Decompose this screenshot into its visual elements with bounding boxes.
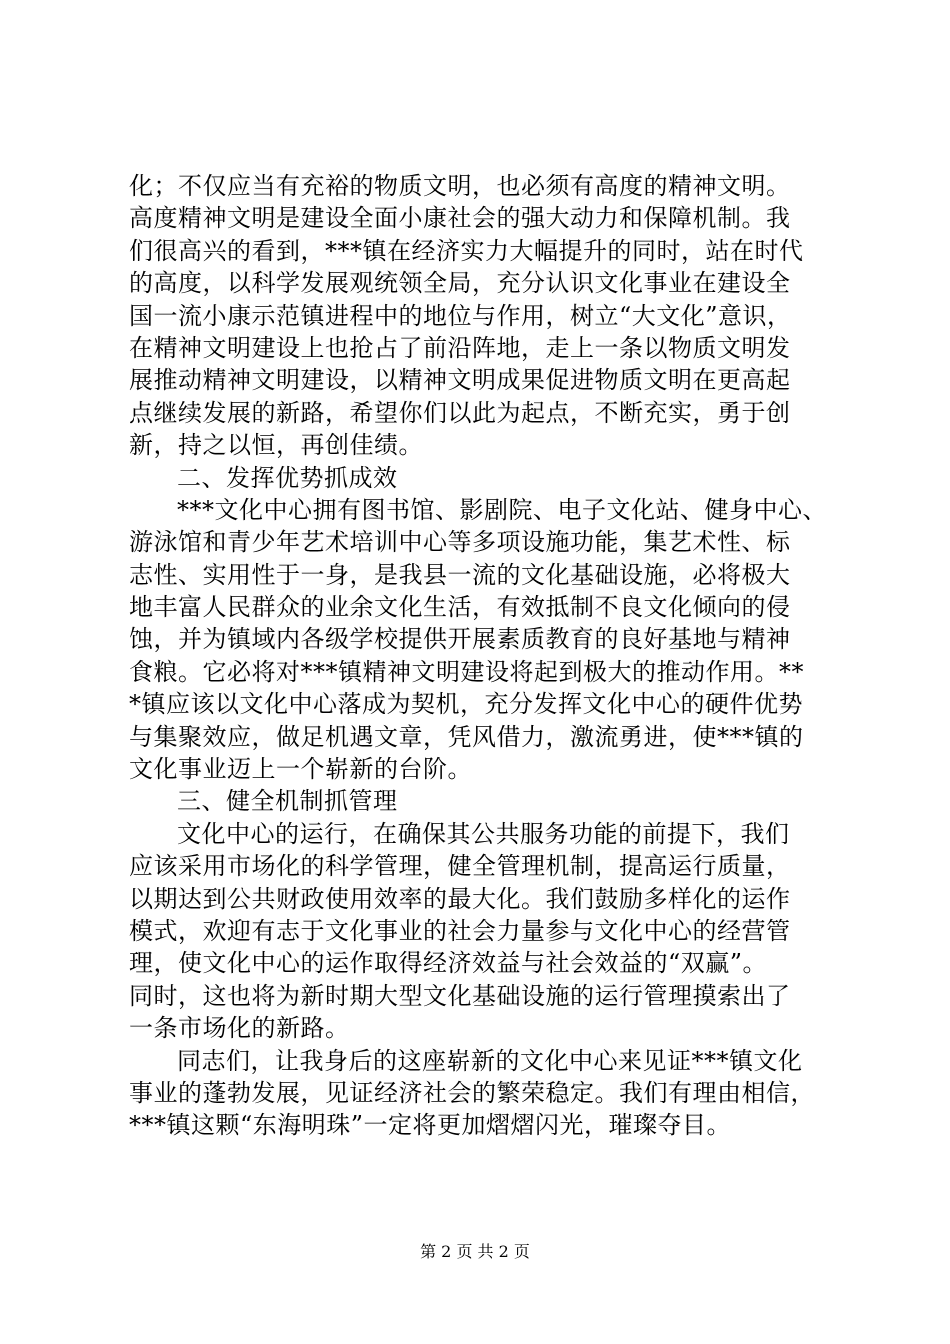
text-line: 展推动精神文明建设，以精神文明成果促进物质文明在更高起 <box>129 366 791 395</box>
text-line: 模式，欢迎有志于文化事业的社会力量参与文化中心的经营管 <box>129 916 791 945</box>
body-text <box>129 170 849 1142</box>
text-line: 同志们，让我身后的这座崭新的文化中心来见证***镇文化 <box>177 1046 803 1075</box>
text-line: 文化中心的运行，在确保其公共服务功能的前提下，我们 <box>177 819 790 848</box>
text-line: *镇应该以文化中心落成为契机，充分发挥文化中心的硬件优势 <box>129 690 803 719</box>
text-line: 文化事业迈上一个崭新的台阶。 <box>129 755 472 784</box>
text-line: 理，使文化中心的运作取得经济效益与社会效益的“双赢”。 <box>129 949 768 978</box>
text-line: 同时，这也将为新时期大型文化基础设施的运行管理摸索出了 <box>129 981 791 1010</box>
text-line: 游泳馆和青少年艺术培训中心等多项设施功能，集艺术性、标 <box>129 528 791 557</box>
text-line: 二、发挥优势抓成效 <box>177 463 398 492</box>
text-line: 新，持之以恒，再创佳绩。 <box>129 431 423 460</box>
text-line: 在精神文明建设上也抢占了前沿阵地，走上一条以物质文明发 <box>129 333 791 362</box>
text-line: 事业的蓬勃发展，见证经济社会的繁荣稳定。我们有理由相信， <box>129 1078 815 1107</box>
text-line: 应该采用市场化的科学管理，健全管理机制，提高运行质量， <box>129 852 791 881</box>
text-line: 化；不仅应当有充裕的物质文明，也必须有高度的精神文明。 <box>129 172 791 200</box>
text-line: 们很高兴的看到，***镇在经济实力大幅提升的同时，站在时代 <box>129 236 804 265</box>
text-line: 食粮。它必将对***镇精神文明建设将起到极大的推动作用。** <box>129 657 804 686</box>
text-line: 高度精神文明是建设全面小康社会的强大动力和保障机制。我 <box>129 204 791 233</box>
text-line: 国一流小康示范镇进程中的地位与作用，树立“大文化”意识， <box>129 301 792 330</box>
text-line: 志性、实用性于一身，是我县一流的文化基础设施，必将极大 <box>129 560 791 589</box>
text-line: 蚀，并为镇域内各级学校提供开展素质教育的良好基地与精神 <box>129 625 791 654</box>
page-footer: 第 2 页 共 2 页 <box>420 1242 530 1261</box>
text-line: 三、健全机制抓管理 <box>177 787 398 816</box>
text-line: 的高度，以科学发展观统领全局，充分认识文化事业在建设全 <box>129 269 791 298</box>
text-line: 地丰富人民群众的业余文化生活，有效抵制不良文化倾向的侵 <box>129 593 791 622</box>
text-line: 与集聚效应，做足机遇文章，凭风借力，激流勇进，使***镇的 <box>129 722 804 751</box>
text-line: 点继续发展的新路，希望你们以此为起点，不断充实，勇于创 <box>129 398 791 427</box>
text-line: 以期达到公共财政使用效率的最大化。我们鼓励多样化的运作 <box>129 884 791 913</box>
text-line: ***镇这颗“东海明珠”一定将更加熠熠闪光，璀璨夺目。 <box>129 1111 732 1140</box>
text-line: ***文化中心拥有图书馆、影剧院、电子文化站、健身中心、 <box>177 495 827 524</box>
text-line: 一条市场化的新路。 <box>129 1014 350 1043</box>
